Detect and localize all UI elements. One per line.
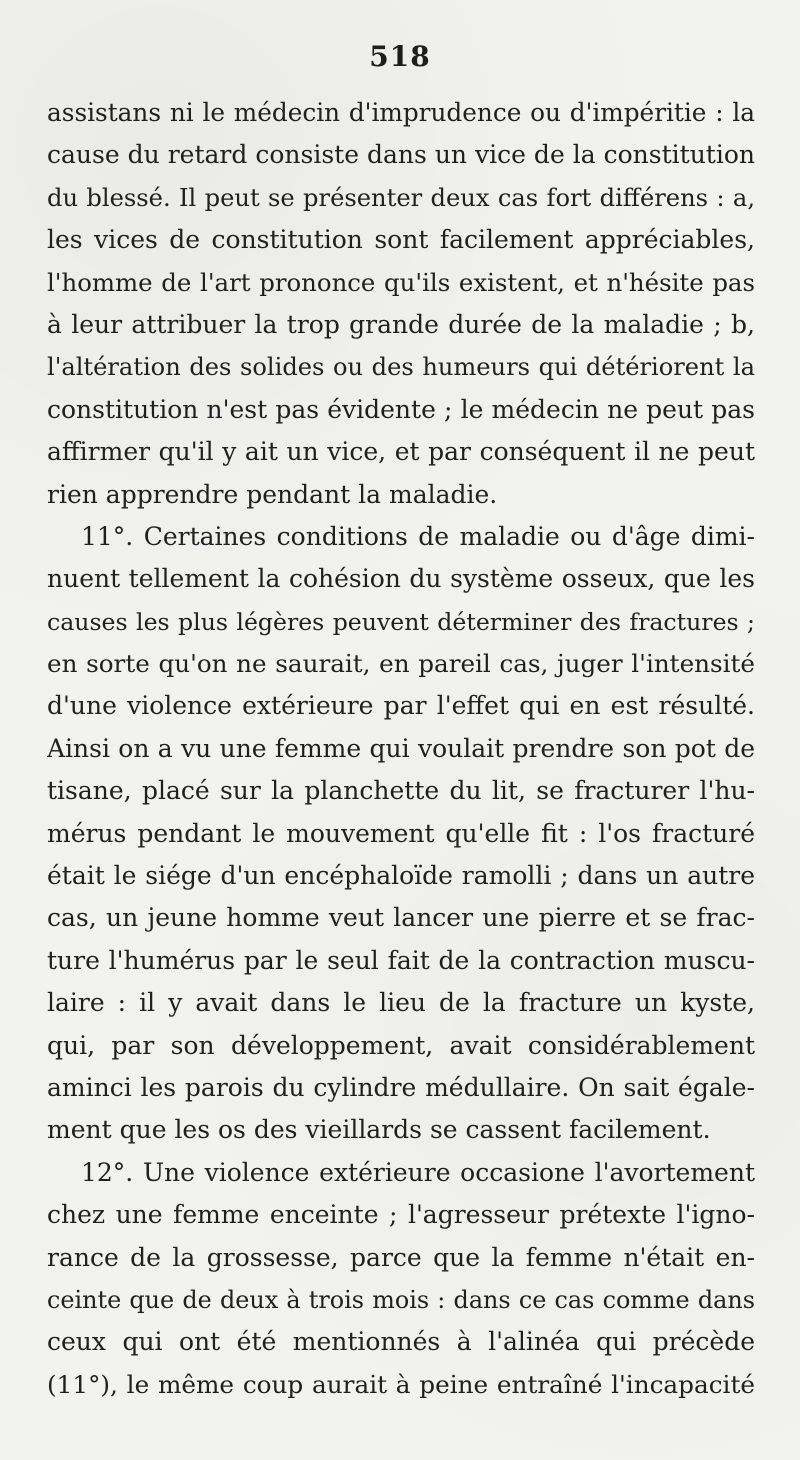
page-number: 518	[369, 40, 431, 73]
text-line: à leur attribuer la trop grande durée de la maladie ; b,	[47, 309, 755, 339]
text-line: chez une femme enceinte ; l'agresseur prétexte l'igno-	[47, 1200, 755, 1230]
text-line: 12°. Une violence extérieure occasione l'avortement	[81, 1157, 755, 1187]
text-line: constitution n'est pas évidente ; le médecin ne peut pas	[47, 394, 755, 424]
text-line: ture l'humérus par le seul fait de la contraction muscu-	[47, 945, 755, 975]
text-line: cas, un jeune homme veut lancer une pierre et se frac-	[47, 903, 755, 933]
text-line: tisane, placé sur la planchette du lit, se fracturer l'hu-	[47, 776, 755, 806]
text-line: Ainsi on a vu une femme qui voulait prendre son pot de	[47, 733, 755, 763]
text-line: du blessé. Il peut se présenter deux cas fort différens : a,	[47, 183, 755, 212]
text-line: ment que les os des vieillards se cassent facilement.	[47, 1115, 711, 1145]
text-line: 11°. Certaines conditions de maladie ou d'âge dimi-	[81, 521, 755, 551]
text-line: laire : il y avait dans le lieu de la fracture un kyste,	[47, 988, 755, 1018]
text-line: ceinte que de deux à trois mois : dans ce cas comme dans	[47, 1285, 755, 1314]
text-line: l'altération des solides ou des humeurs qui détériorent la	[47, 353, 755, 382]
body-text	[47, 92, 755, 1406]
text-line: qui, par son développement, avait considérablement	[47, 1030, 755, 1060]
text-line: rien apprendre pendant la maladie.	[47, 479, 498, 509]
text-line: assistans ni le médecin d'imprudence ou d'impéritie : la	[47, 98, 755, 127]
text-line: était le siége d'un encéphaloïde ramolli ; dans un autre	[47, 861, 755, 891]
text-line: mérus pendant le mouvement qu'elle fit : l'os fracturé	[47, 818, 755, 848]
text-line: les vices de constitution sont facilement appréciables,	[47, 225, 755, 255]
text-line: affirmer qu'il y ait un vice, et par conséquent il ne peut	[47, 437, 755, 467]
text-line: nuent tellement la cohésion du système osseux, que les	[47, 564, 755, 594]
text-line: aminci les parois du cylindre médullaire. On sait égale-	[47, 1072, 755, 1102]
text-line: (11°), le même coup aurait à peine entraîné l'incapacité	[47, 1369, 755, 1399]
text-line: l'homme de l'art prononce qu'ils existent, et n'hésite pas	[47, 267, 755, 297]
text-line: cause du retard consiste dans un vice de la constitution	[47, 140, 755, 170]
text-line: d'une violence extérieure par l'effet qui en est résulté.	[47, 691, 755, 721]
text-line: en sorte qu'on ne saurait, en pareil cas, juger l'intensité	[47, 649, 755, 679]
text-line: causes les plus légères peuvent déterminer des fractures ;	[47, 607, 755, 636]
text-line: rance de la grossesse, parce que la femme n'était en-	[47, 1242, 755, 1272]
text-line: ceux qui ont été mentionnés à l'alinéa qui précède	[47, 1327, 755, 1357]
